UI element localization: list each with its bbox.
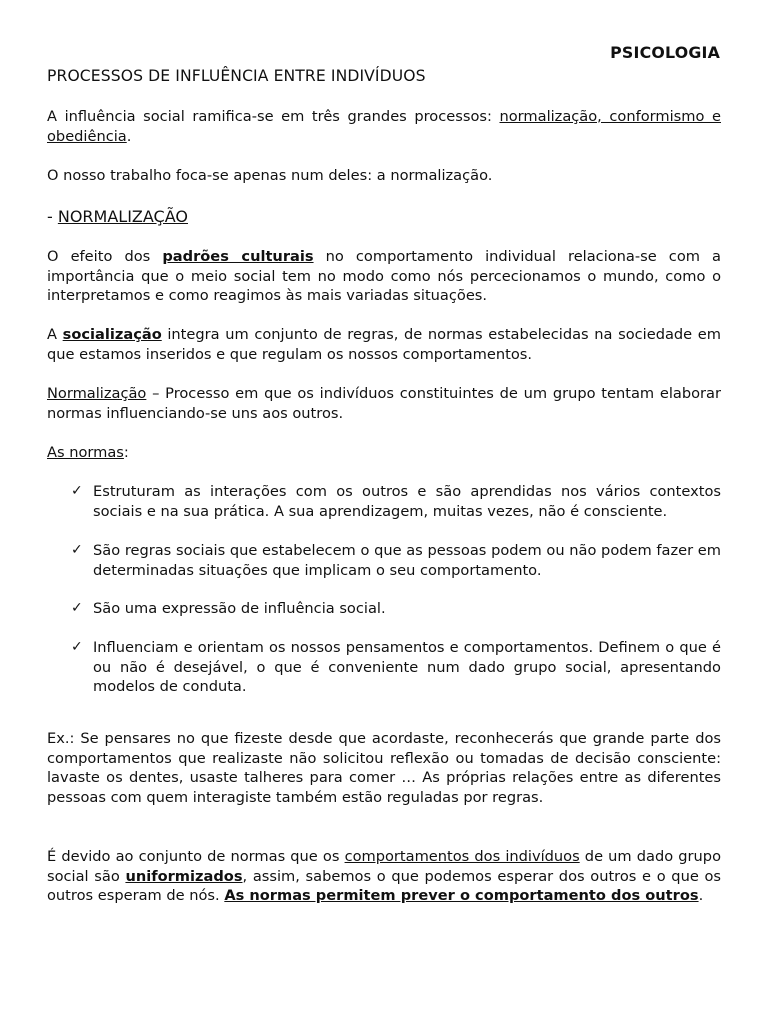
conclusion-paragraph: É devido ao conjunto de normas que os comportamentos dos indivíduos de um dado grupo social são uniformizados, assim, sabemos o que podemos esperar dos outros e o que os outros esperam de nós. As normas permitem prever o comportamento dos outros. (47, 848, 721, 905)
list-item: Influenciam e orientam os nossos pensamentos e comportamentos. Definem o que é ou não é desejável, o que é conveniente num dado grupo social, apresentando modelos de conduta. (93, 639, 721, 696)
checkmark-icon: ✓ (71, 542, 83, 558)
cultural-patterns-paragraph: O efeito dos padrões culturais no comportamento individual relaciona-se com a importância que o meio social tem no modo como nós percecionamos o mundo, como o interpretamos e como reagimos às mais variadas situações. (47, 248, 721, 305)
checkmark-icon: ✓ (71, 600, 83, 616)
subject-title: PSICOLOGIA (610, 43, 720, 62)
focus-paragraph: O nosso trabalho foca-se apenas num deles: a normalização. (47, 167, 493, 184)
checkmark-icon: ✓ (71, 483, 83, 499)
intro-paragraph: A influência social ramifica-se em três grandes processos: normalização, conformismo e obediência. (47, 108, 721, 145)
section-heading: - NORMALIZAÇÃO (47, 207, 188, 226)
document-title: PROCESSOS DE INFLUÊNCIA ENTRE INDIVÍDUOS (47, 67, 426, 85)
list-item: São uma expressão de influência social. (93, 600, 386, 617)
checkmark-icon: ✓ (71, 639, 83, 655)
processes-list: normalização, conformismo e obediência (47, 108, 721, 145)
normalization-definition: Normalização – Processo em que os indivíduos constituintes de um grupo tentam elaborar normas influenciando-se uns aos outros. (47, 385, 721, 422)
list-item: São regras sociais que estabelecem o que as pessoas podem ou não podem fazer em determinadas situações que implicam o seu comportamento. (93, 542, 721, 579)
example-paragraph: Ex.: Se pensares no que fizeste desde que acordaste, reconhecerás que grande parte dos comportamentos que realizaste não solicitou reflexão ou tomadas de decisão consciente: lavaste os dentes, usaste talheres para comer … As próprias relações entre as diferentes pessoas com quem interagiste também estão reguladas por regras. (47, 730, 721, 806)
norms-label: As normas: (47, 444, 129, 461)
socialization-paragraph: A socialização integra um conjunto de regras, de normas estabelecidas na sociedade em que estamos inseridos e que regulam os nossos comportamentos. (47, 326, 721, 363)
list-item: Estruturam as interações com os outros e são aprendidas nos vários contextos sociais e na sua prática. A sua aprendizagem, muitas vezes, não é consciente. (93, 483, 721, 520)
